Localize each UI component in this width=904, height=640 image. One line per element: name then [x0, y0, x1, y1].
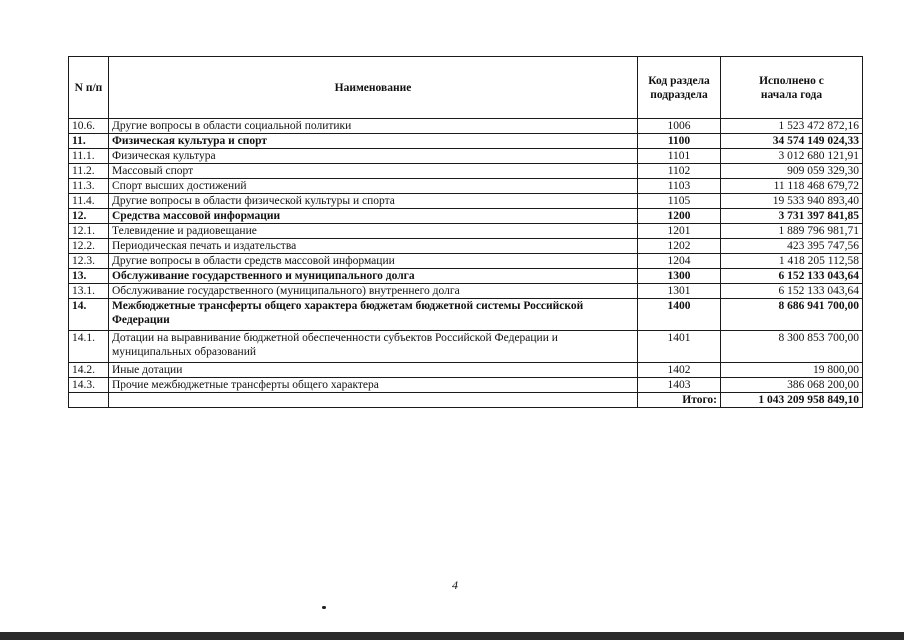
table-row [69, 209, 863, 224]
total-name [109, 393, 638, 408]
table-header-row [69, 57, 863, 119]
row-num: 14.3. [69, 378, 109, 393]
row-num: 10.6. [69, 119, 109, 134]
total-num [69, 393, 109, 408]
row-code: 1202 [638, 239, 721, 254]
row-name: Иные дотации [109, 363, 638, 378]
row-code: 1402 [638, 363, 721, 378]
row-num: 14.1. [69, 331, 109, 363]
table-row [69, 224, 863, 239]
table-row [69, 194, 863, 209]
row-amount: 3 731 397 841,85 [721, 209, 863, 224]
row-name: Физическая культура и спорт [109, 134, 638, 149]
table-row [69, 179, 863, 194]
table-row [69, 269, 863, 284]
row-code: 1105 [638, 194, 721, 209]
row-name: Обслуживание государственного (муниципального) внутреннего долга [109, 284, 638, 299]
row-name: Другие вопросы в области физической культуры и спорта [109, 194, 638, 209]
row-amount: 423 395 747,56 [721, 239, 863, 254]
header-num: N п/п [69, 57, 109, 119]
page-number: 4 [452, 578, 458, 592]
scan-bottom-edge [0, 632, 904, 640]
row-code: 1101 [638, 149, 721, 164]
row-num: 11. [69, 134, 109, 149]
row-name: Средства массовой информации [109, 209, 638, 224]
row-amount: 386 068 200,00 [721, 378, 863, 393]
row-code: 1006 [638, 119, 721, 134]
row-name: Спорт высших достижений [109, 179, 638, 194]
row-code: 1102 [638, 164, 721, 179]
total-label: Итого: [638, 393, 721, 408]
row-code: 1300 [638, 269, 721, 284]
table-row [69, 363, 863, 378]
total-row [69, 393, 863, 408]
table-row [69, 299, 863, 331]
table-row [69, 239, 863, 254]
row-num: 13. [69, 269, 109, 284]
row-name: Физическая культура [109, 149, 638, 164]
row-name: Другие вопросы в области средств массовой информации [109, 254, 638, 269]
row-amount: 19 533 940 893,40 [721, 194, 863, 209]
row-num: 12.3. [69, 254, 109, 269]
row-amount: 6 152 133 043,64 [721, 269, 863, 284]
table-row [69, 134, 863, 149]
row-amount: 1 889 796 981,71 [721, 224, 863, 239]
row-amount: 6 152 133 043,64 [721, 284, 863, 299]
row-amount: 3 012 680 121,91 [721, 149, 863, 164]
row-code: 1401 [638, 331, 721, 363]
header-code: Код раздела подраздела [638, 57, 721, 119]
table-row [69, 284, 863, 299]
row-code: 1403 [638, 378, 721, 393]
row-name: Прочие межбюджетные трансферты общего характера [109, 378, 638, 393]
row-name: Межбюджетные трансферты общего характера бюджетам бюджетной системы Российской Федерации [109, 299, 638, 331]
row-num: 14.2. [69, 363, 109, 378]
table-row [69, 119, 863, 134]
row-num: 12.1. [69, 224, 109, 239]
header-amount: Исполнено с начала года [721, 57, 863, 119]
row-num: 12.2. [69, 239, 109, 254]
row-name: Телевидение и радиовещание [109, 224, 638, 239]
total-amount: 1 043 209 958 849,10 [721, 393, 863, 408]
table-row [69, 331, 863, 363]
budget-table [68, 56, 863, 408]
row-name: Массовый спорт [109, 164, 638, 179]
table-row [69, 164, 863, 179]
table-body [69, 119, 863, 393]
row-amount: 1 523 472 872,16 [721, 119, 863, 134]
row-amount: 1 418 205 112,58 [721, 254, 863, 269]
header-name: Наименование [109, 57, 638, 119]
row-amount: 11 118 468 679,72 [721, 179, 863, 194]
row-name: Другие вопросы в области социальной политики [109, 119, 638, 134]
table-row [69, 149, 863, 164]
row-name: Обслуживание государственного и муниципального долга [109, 269, 638, 284]
table-row [69, 254, 863, 269]
row-num: 11.1. [69, 149, 109, 164]
row-amount: 8 686 941 700,00 [721, 299, 863, 331]
row-code: 1100 [638, 134, 721, 149]
row-num: 11.3. [69, 179, 109, 194]
row-num: 11.2. [69, 164, 109, 179]
row-name: Дотации на выравнивание бюджетной обеспеченности субъектов Российской Федерации и муниципальных образований [109, 331, 638, 363]
row-amount: 909 059 329,30 [721, 164, 863, 179]
row-code: 1204 [638, 254, 721, 269]
row-code: 1103 [638, 179, 721, 194]
row-code: 1201 [638, 224, 721, 239]
row-code: 1400 [638, 299, 721, 331]
row-num: 11.4. [69, 194, 109, 209]
table-row [69, 378, 863, 393]
row-code: 1301 [638, 284, 721, 299]
row-name: Периодическая печать и издательства [109, 239, 638, 254]
row-amount: 34 574 149 024,33 [721, 134, 863, 149]
row-num: 14. [69, 299, 109, 331]
row-amount: 8 300 853 700,00 [721, 331, 863, 363]
row-code: 1200 [638, 209, 721, 224]
row-num: 12. [69, 209, 109, 224]
row-num: 13.1. [69, 284, 109, 299]
row-amount: 19 800,00 [721, 363, 863, 378]
scan-dot [322, 606, 326, 609]
